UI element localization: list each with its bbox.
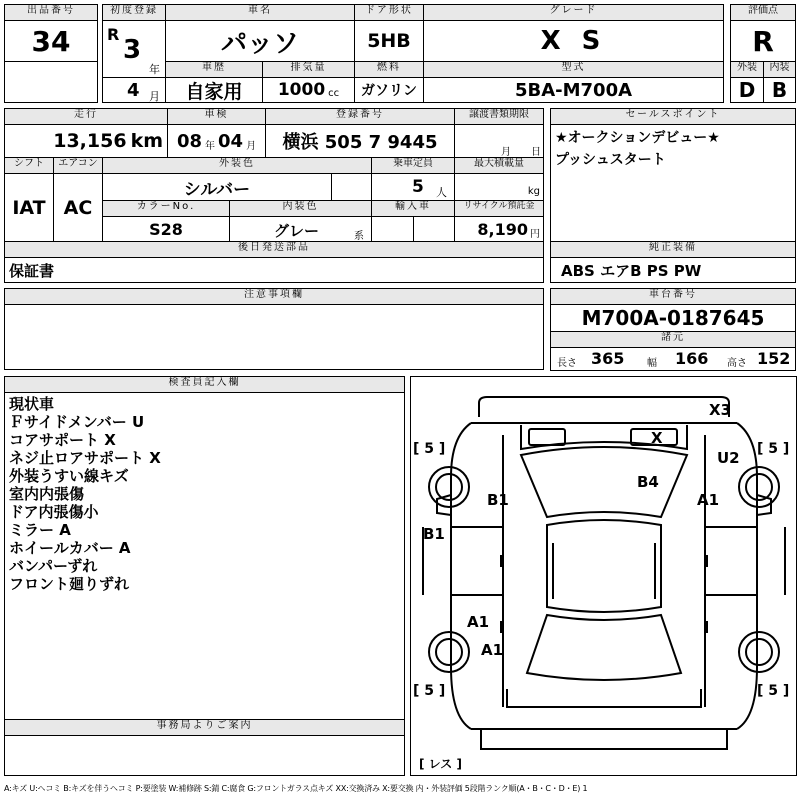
- score-label: 評価点: [730, 4, 796, 21]
- mileage-value: 13,156: [53, 130, 127, 152]
- width-value: 166: [675, 349, 709, 368]
- length-label: 長さ: [557, 358, 577, 369]
- lot-number-blank: [4, 61, 98, 103]
- era-label: R: [107, 25, 120, 44]
- mileage-label: 走行: [4, 108, 168, 125]
- equipment-label: 純正装備: [550, 241, 796, 258]
- mark-u2: U2: [717, 449, 740, 467]
- transfer-deadline-cell: [454, 124, 544, 158]
- exterior-grade-label: 外装: [730, 61, 764, 78]
- first-reg-year: [102, 20, 166, 78]
- transfer-month-unit: 月: [501, 147, 511, 158]
- car-diagram: [410, 376, 797, 776]
- car-name-value: パッソ: [165, 20, 355, 62]
- tire-rl: [ 5 ]: [413, 683, 446, 699]
- height-value: 152: [757, 349, 791, 368]
- car-name-label: 車名: [165, 4, 355, 21]
- mark-a1-front: A1: [697, 491, 720, 509]
- month-unit: 月: [149, 90, 160, 103]
- capacity-value: 5: [412, 177, 424, 197]
- inspector-label: 検査員記入欄: [4, 376, 405, 393]
- sales-points-label: セールスポイント: [550, 108, 796, 125]
- history-value: 自家用: [165, 77, 263, 103]
- exterior-color-value: シルバー: [102, 173, 332, 201]
- mileage-unit: km: [130, 130, 163, 152]
- later-parts-value: 保証書: [4, 257, 544, 283]
- grade-label: グレード: [423, 4, 724, 21]
- tire-rr: [ 5 ]: [757, 683, 790, 699]
- office-area: [4, 735, 405, 776]
- registration-label: 登録番号: [265, 108, 455, 125]
- color-no-label: カラーNo.: [102, 200, 230, 217]
- mark-x3: X3: [709, 401, 732, 419]
- displacement-value: 1000: [277, 80, 326, 100]
- inspector-item: ミラー A: [9, 521, 71, 539]
- interior-color-label: 内装色: [229, 200, 372, 217]
- aircon-value: AC: [53, 173, 103, 242]
- interior-color-value: グレー: [274, 222, 320, 240]
- lot-number-label: 出品番号: [4, 4, 98, 21]
- color-no-value: S28: [102, 216, 230, 242]
- inspection-year: 08: [176, 130, 202, 152]
- year-unit: 年: [149, 63, 160, 76]
- sales-points-list: [550, 124, 796, 242]
- tire-fr: [ 5 ]: [757, 441, 790, 457]
- registration-value: 横浜 505 7 9445: [265, 124, 455, 158]
- sales-point-item: プッシュスタート: [555, 152, 666, 168]
- inspection-year-unit: 年: [205, 140, 215, 152]
- spare-tire: [ レス ]: [419, 757, 462, 771]
- inspector-item: Ｆサイドメンバー U: [9, 413, 145, 431]
- inspector-item: ネジ止ロアサポート X: [9, 449, 161, 467]
- mark-b4: B4: [637, 473, 659, 491]
- doors-value: 5HB: [354, 20, 424, 62]
- model-code-value: 5BA-M700A: [423, 77, 724, 103]
- height-label: 高さ: [727, 358, 747, 369]
- inspector-item: ホイールカバー A: [9, 539, 131, 557]
- mark-x: X: [651, 429, 663, 447]
- max-load-unit: kg: [527, 186, 540, 197]
- equipment-value: ABS エアB PS PW: [550, 257, 796, 283]
- mark-b1-front: B1: [487, 491, 509, 509]
- interior-grade-label: 内装: [763, 61, 796, 78]
- recycle-unit: 円: [530, 228, 540, 240]
- chassis-value: M700A-0187645: [550, 304, 796, 332]
- inspection-month-unit: 月: [246, 140, 257, 152]
- inspector-item: 現状車: [9, 395, 55, 413]
- import-car-cell-a: [371, 216, 414, 242]
- doors-label: ドア形状: [354, 4, 424, 21]
- inspector-list: [4, 392, 405, 720]
- max-load-label: 最大積載量: [454, 157, 544, 174]
- displacement-cell: [262, 77, 355, 103]
- sales-point-item: ★オークションデビュー★: [555, 130, 720, 146]
- notes-label: 注意事項欄: [4, 288, 544, 305]
- inspector-item: 外装うすい線キズ: [9, 467, 129, 485]
- first-reg-label: 初度登録: [102, 4, 166, 21]
- displacement-label: 排気量: [262, 61, 355, 78]
- inspector-item: バンパーずれ: [9, 557, 98, 575]
- office-label: 事務局よりご案内: [4, 719, 405, 736]
- inspector-item: 室内内張傷: [9, 485, 85, 503]
- capacity-cell: [371, 173, 455, 201]
- shift-label: シフト: [4, 157, 54, 174]
- notes-area: [4, 304, 544, 370]
- interior-color-cell: [229, 216, 372, 242]
- exterior-color-label: 外装色: [102, 157, 372, 174]
- model-code-label: 型式: [423, 61, 724, 78]
- legend: A:キズ U:ヘコミ B:キズを伴うヘコミ P:要塗装 W:補修跡 S:錆 C:腐食 G:フロントガラス点キズ XX:交換済み X:要交換 内・外装評価 5段階ランク順(A・B・C・D・E) 1: [4, 784, 588, 793]
- specs-cell: [550, 347, 796, 371]
- mark-a1-rear: A1: [467, 613, 490, 631]
- grade-value: X S: [423, 20, 724, 62]
- score-value: R: [730, 20, 796, 62]
- shift-value: IAT: [4, 173, 54, 242]
- aircon-label: エアコン: [53, 157, 103, 174]
- capacity-label: 乗車定員: [371, 157, 455, 174]
- mark-b1-side: B1: [423, 525, 445, 543]
- inspector-item: ドア内張傷小: [9, 503, 99, 521]
- length-value: 365: [591, 349, 625, 368]
- exterior-grade-value: D: [730, 77, 764, 103]
- first-reg-month: [102, 77, 166, 103]
- specs-label: 諸元: [550, 331, 796, 348]
- max-load-cell: [454, 173, 544, 201]
- exterior-color-blank: [331, 173, 372, 201]
- inspection-month: 04: [218, 130, 244, 152]
- chassis-label: 車台番号: [550, 288, 796, 305]
- width-label: 幅: [647, 358, 657, 369]
- recycle-label: リサイクル預託金: [454, 200, 544, 217]
- transfer-deadline-label: 譲渡書類期限: [454, 108, 544, 125]
- interior-grade-value: B: [763, 77, 796, 103]
- first-reg-year-value: 3: [123, 35, 142, 65]
- transfer-day-unit: 日: [531, 147, 541, 158]
- inspection-cell: [167, 124, 266, 158]
- inspector-item: コアサポート X: [9, 431, 116, 449]
- inspection-label: 車検: [167, 108, 266, 125]
- car-outline-icon: [411, 377, 796, 775]
- lot-number-value: 34: [4, 20, 98, 62]
- capacity-unit: 人: [436, 186, 447, 199]
- fuel-label: 燃料: [354, 61, 424, 78]
- mileage-cell: [4, 124, 168, 158]
- first-reg-month-value: 4: [127, 80, 140, 101]
- fuel-value: ガソリン: [354, 77, 424, 103]
- import-car-label: 輸入車: [371, 200, 455, 217]
- tire-fl: [ 5 ]: [413, 441, 446, 457]
- displacement-unit: cc: [328, 87, 340, 99]
- later-parts-label: 後日発送部品: [4, 241, 544, 258]
- import-car-cell-b: [413, 216, 455, 242]
- history-label: 車歴: [165, 61, 263, 78]
- mark-a1-wheel: A1: [481, 641, 504, 659]
- recycle-cell: [454, 216, 544, 242]
- recycle-value: 8,190: [477, 219, 528, 239]
- inspector-item: フロント廻りずれ: [9, 575, 130, 593]
- interior-color-suffix: 系: [354, 231, 364, 242]
